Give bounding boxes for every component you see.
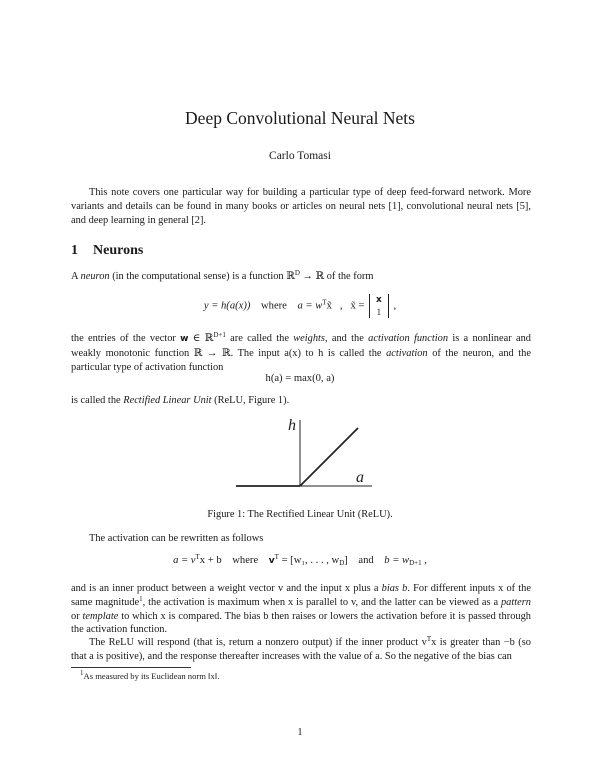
term-neuron: neuron bbox=[80, 271, 110, 282]
paragraph-relu-response: The ReLU will respond (that is, return a nonzero output) if the inner product $v^Tx$ is greater than −b (so that a is positive), and the response thereafter increases with the value of a. So the negative of the bias can bbox=[71, 635, 531, 662]
equation-relu: h(a) = max(0, a) bbox=[265, 373, 335, 384]
paper-title: Deep Convolutional Neural Nets bbox=[185, 108, 415, 128]
intro-paragraph: This note covers one particular way for building a particular type of deep feed-forward network. More variants and details can be found in many books or articles on neural nets [1], convolutional neural nets [5], and deep learning in general [2]. bbox=[71, 187, 531, 226]
section-heading bbox=[71, 243, 143, 259]
term-template: template bbox=[82, 610, 119, 622]
equation-activation: $a = v^Tx + b$ where $v^T = [w_1$, . . . , $w_D$] and $b = w_{D+1}$ , bbox=[173, 553, 427, 567]
paragraph-rewrite: The activation can be rewritten as follows bbox=[89, 533, 264, 544]
paragraph-relu: is called the Rectified Linear Unit (ReLU, Figure 1). bbox=[71, 395, 290, 406]
term-activation-function: activation function bbox=[368, 333, 449, 344]
paragraph-weights: the entries of the vector w ∈ ℝ$^{D+1}$ are called the weights, and the activation function is a nonlinear and weakly monotonic function ℝ → ℝ. The input a(x) to h is called the activation of the neuron, and the particular type of activation function bbox=[71, 331, 531, 373]
footnote-rule bbox=[71, 667, 191, 668]
section-title: Neurons bbox=[93, 243, 144, 258]
relu-figure bbox=[230, 414, 380, 496]
footnote-marker: 1 bbox=[139, 594, 143, 603]
term-pattern: pattern bbox=[500, 596, 531, 608]
paragraph-neuron-definition: A neuron (in the computational sense) is a function ℝ$^D$ → ℝ of the form bbox=[71, 269, 374, 282]
term-activation: activation bbox=[386, 347, 428, 359]
augmented-vector: x 1 bbox=[369, 294, 389, 318]
term-bias: bias b bbox=[381, 583, 408, 594]
equation-neuron: y = h(a(x)) where $a = w^Tx̃$ , x̃ = x 1 , bbox=[203, 295, 397, 317]
term-weights: weights bbox=[293, 333, 325, 344]
a-axis-label: a bbox=[356, 469, 364, 486]
footnote: $^1$As measured by its Euclidean norm ‖x‖. bbox=[80, 669, 220, 681]
section-number: 1 bbox=[71, 243, 78, 258]
page-number: 1 bbox=[297, 727, 303, 738]
relu-curve-positive bbox=[300, 428, 358, 486]
term-relu: Rectified Linear Unit bbox=[123, 395, 212, 406]
paragraph-inner-product: and is an inner product between a weight vector v and the input x plus a bias b. For different inputs x of the same magnitude$^1$, the activation is maximum when x is parallel to v, and the latter can be viewed as a pattern or template to which x is compared. The bias b then raises or lowers the activation before it is passed through the activation function. bbox=[71, 583, 531, 636]
h-axis-label: h bbox=[288, 417, 296, 434]
figure-caption: Figure 1: The Rectified Linear Unit (ReLU). bbox=[207, 509, 393, 520]
author-name: Carlo Tomasi bbox=[269, 150, 331, 162]
